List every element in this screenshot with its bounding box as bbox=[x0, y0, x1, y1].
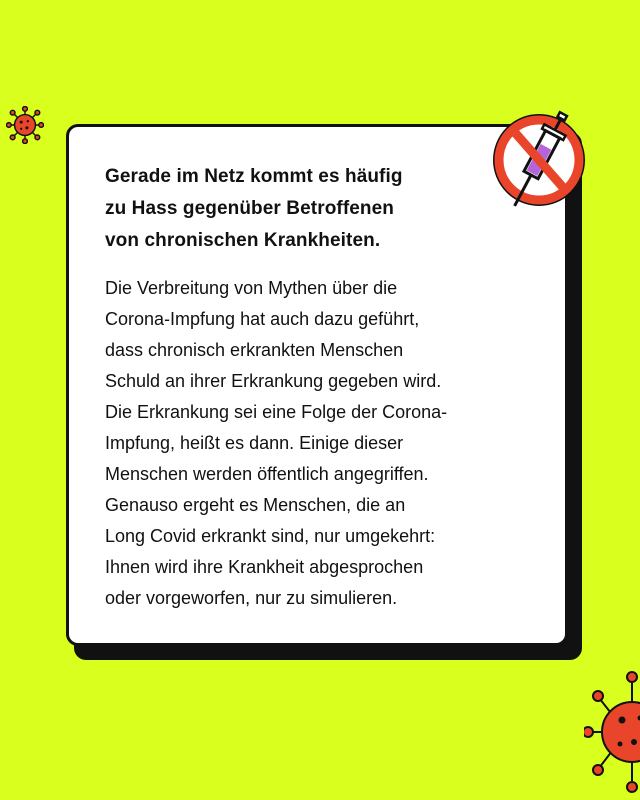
body-line: Long Covid erkrankt sind, nur umgekehrt: bbox=[105, 526, 436, 546]
body-line: Die Erkrankung sei eine Folge der Corona- bbox=[105, 402, 448, 422]
headline bbox=[105, 161, 485, 257]
body-line: Impfung, heißt es dann. Einige dieser bbox=[105, 433, 404, 453]
no-vaccine-syringe-icon bbox=[484, 100, 594, 220]
body-text bbox=[105, 273, 555, 614]
body-line: Die Verbreitung von Mythen über die bbox=[105, 278, 398, 298]
body-line: dass chronisch erkrankten Menschen bbox=[105, 340, 404, 360]
headline-line: Gerade im Netz kommt es häufig bbox=[105, 166, 403, 187]
body-line: Menschen werden öffentlich angegriffen. bbox=[105, 464, 429, 484]
body-line: Ihnen wird ihre Krankheit abgesprochen bbox=[105, 557, 424, 577]
coronavirus-icon bbox=[6, 106, 44, 144]
body-line: Corona-Impfung hat auch dazu geführt, bbox=[105, 309, 420, 329]
body-line: Schuld an ihrer Erkrankung gegeben wird. bbox=[105, 371, 442, 391]
body-line: Genauso ergeht es Menschen, die an bbox=[105, 495, 406, 515]
headline-line: von chronischen Krankheiten. bbox=[105, 230, 381, 251]
coronavirus-icon bbox=[584, 668, 640, 798]
body-line: oder vorgeworfen, nur zu simulieren. bbox=[105, 588, 398, 608]
headline-line: zu Hass gegenüber Betroffenen bbox=[105, 198, 395, 219]
